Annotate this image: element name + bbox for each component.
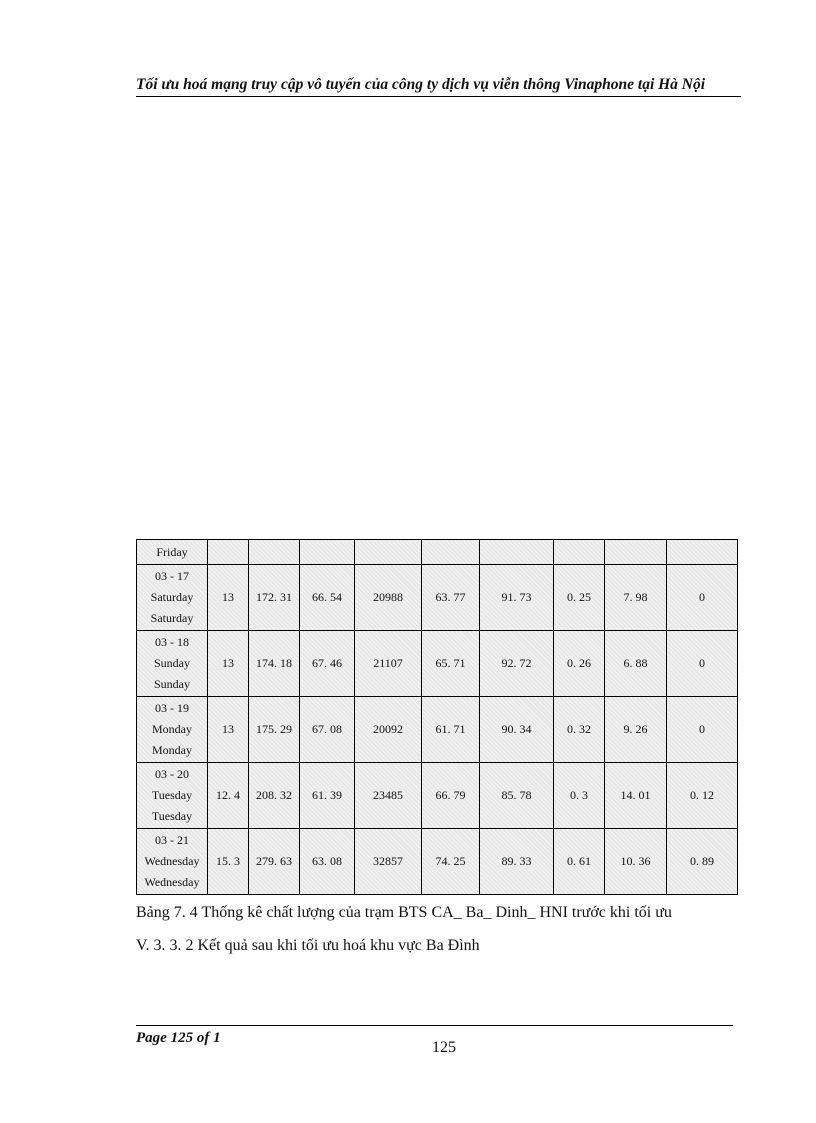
table-cell — [355, 540, 422, 565]
date-cell — [137, 829, 208, 895]
date-cell — [137, 565, 208, 631]
date-line: Saturday — [150, 590, 194, 604]
footer-rule — [136, 1025, 733, 1026]
table-cell — [208, 540, 249, 565]
date-line: Monday — [152, 722, 192, 736]
date-line: Saturday — [150, 611, 194, 625]
table-cell: 0 — [667, 565, 738, 631]
date-line: 03 - 20 — [155, 767, 189, 781]
date-line: Wednesday — [144, 875, 200, 889]
table-cell: 63. 08 — [300, 829, 355, 895]
table-cell: 67. 08 — [300, 697, 355, 763]
table-cell: 66. 79 — [422, 763, 480, 829]
date-line: Tuesday — [151, 788, 193, 802]
table-cell — [249, 540, 300, 565]
table-cell: 74. 25 — [422, 829, 480, 895]
table-cell: 61. 71 — [422, 697, 480, 763]
date-line: Tuesday — [151, 809, 193, 823]
table-row — [137, 697, 738, 763]
page-number: 125 — [432, 1039, 456, 1056]
table-row — [137, 763, 738, 829]
table-cell: 66. 54 — [300, 565, 355, 631]
date-cell — [137, 763, 208, 829]
table-cell: 67. 46 — [300, 631, 355, 697]
table-cell: 20988 — [355, 565, 422, 631]
table-row — [137, 540, 738, 565]
footer-page-label: Page 125 of 1 — [136, 1030, 221, 1046]
table-cell — [554, 540, 605, 565]
section-heading: V. 3. 3. 2 Kết quả sau khi tối ưu hoá khu vực Ba Đình — [136, 937, 480, 954]
table-cell — [667, 540, 738, 565]
table-cell: 15. 3 — [208, 829, 249, 895]
table-cell: 10. 36 — [605, 829, 667, 895]
table-cell: 6. 88 — [605, 631, 667, 697]
date-line: Monday — [152, 743, 192, 757]
table-cell: 21107 — [355, 631, 422, 697]
table-cell: 13 — [208, 697, 249, 763]
table-cell — [605, 540, 667, 565]
date-line: 03 - 19 — [155, 701, 189, 715]
date-line: Sunday — [154, 656, 190, 670]
table-cell — [480, 540, 554, 565]
table-cell: 0. 25 — [554, 565, 605, 631]
table-cell: 65. 71 — [422, 631, 480, 697]
table-cell: 13 — [208, 565, 249, 631]
table-cell: 12. 4 — [208, 763, 249, 829]
table-cell: 23485 — [355, 763, 422, 829]
table-cell: 0 — [667, 631, 738, 697]
date-cell — [137, 540, 208, 565]
table-cell: 0. 89 — [667, 829, 738, 895]
table-row — [137, 829, 738, 895]
table-cell: 0. 12 — [667, 763, 738, 829]
table-row — [137, 565, 738, 631]
date-line: Wednesday — [144, 854, 200, 868]
table-cell: 20092 — [355, 697, 422, 763]
date-line: 03 - 17 — [155, 569, 189, 583]
table-cell: 92. 72 — [480, 631, 554, 697]
table-cell: 61. 39 — [300, 763, 355, 829]
running-header-title: Tối ưu hoá mạng truy cập vô tuyến của công ty dịch vụ viễn thông Vinaphone tại Hà Nội — [136, 76, 706, 93]
table-caption: Bảng 7. 4 Thống kê chất lượng của trạm BTS CA_ Ba_ Dinh_ HNI trước khi tối ưu — [136, 904, 672, 921]
table-cell: 32857 — [355, 829, 422, 895]
table-cell: 0. 3 — [554, 763, 605, 829]
table-cell: 90. 34 — [480, 697, 554, 763]
table-cell: 0 — [667, 697, 738, 763]
table-row — [137, 631, 738, 697]
table-cell: 14. 01 — [605, 763, 667, 829]
table-cell: 208. 32 — [249, 763, 300, 829]
table-cell: 0. 32 — [554, 697, 605, 763]
table-cell: 0. 61 — [554, 829, 605, 895]
table-cell: 7. 98 — [605, 565, 667, 631]
date-line: Sunday — [154, 677, 190, 691]
date-line: 03 - 21 — [155, 833, 189, 847]
bts-quality-stats-table — [136, 539, 738, 895]
date-cell — [137, 697, 208, 763]
table-cell: 13 — [208, 631, 249, 697]
header-rule — [136, 96, 741, 97]
date-line: Friday — [156, 544, 188, 559]
table-cell: 91. 73 — [480, 565, 554, 631]
table-cell: 174. 18 — [249, 631, 300, 697]
table-cell — [300, 540, 355, 565]
table-cell: 85. 78 — [480, 763, 554, 829]
table-cell: 279. 63 — [249, 829, 300, 895]
date-line: 03 - 18 — [155, 635, 189, 649]
table-cell: 175. 29 — [249, 697, 300, 763]
date-cell — [137, 631, 208, 697]
table-cell — [422, 540, 480, 565]
table-cell: 172. 31 — [249, 565, 300, 631]
table-cell: 0. 26 — [554, 631, 605, 697]
table-cell: 9. 26 — [605, 697, 667, 763]
table-cell: 63. 77 — [422, 565, 480, 631]
table-cell: 89. 33 — [480, 829, 554, 895]
